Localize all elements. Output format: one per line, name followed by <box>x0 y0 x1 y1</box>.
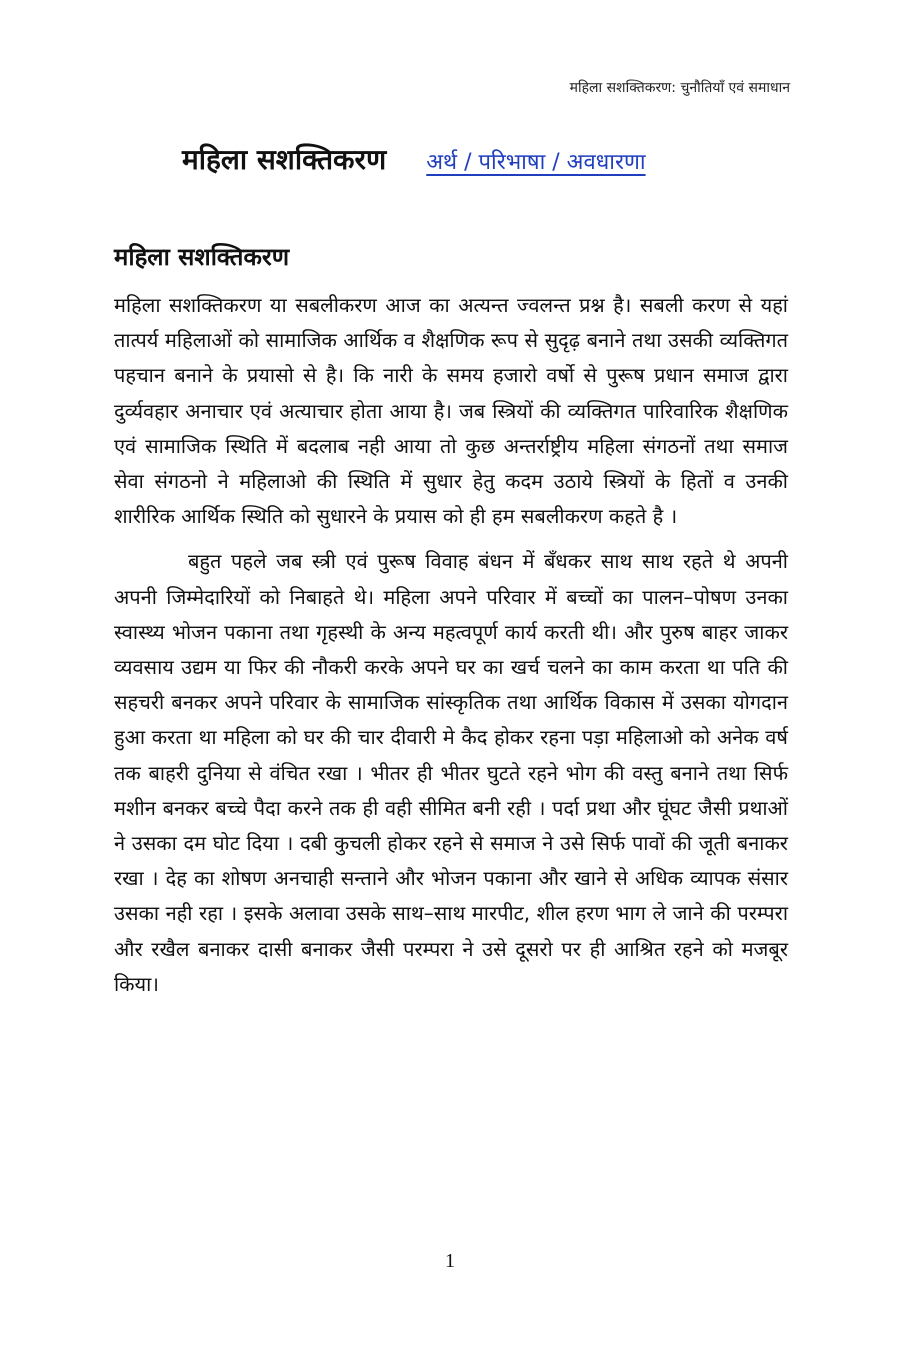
running-header: महिला सशक्तिकरण: चुनौतियाँ एवं समाधान <box>569 80 790 96</box>
page-title: महिला सशक्तिकरण <box>182 143 387 176</box>
body-text <box>114 288 788 1002</box>
paragraph-2: बहुत पहले जब स्त्री एवं पुरूष विवाह बंधन में बँधकर साथ साथ रहते थे अपनी अपनी जिम्मेदारियों को निबाहते थे। महिला अपने परिवार में बच्चों का पालन–पोषण उनका स्वास्थ्य भोजन पकाना तथा गृहस्थी के अन्य महत्वपूर्ण कार्य करती थी। और पुरुष बाहर जाकर व्यवसाय उद्यम या फिर की नौकरी करके अपने घर का खर्च चलने का काम करता था पति की सहचरी बनकर अपने परिवार के सामाजिक सांस्कृतिक तथा आर्थिक विकास में उसका योगदान हुआ करता था महिला को घर की चार दीवारी मे कैद होकर रहना पड़ा महिलाओ को अनेक वर्ष तक बाहरी दुनिया से वंचित रखा । भीतर ही भीतर घुटते रहने भोग की वस्तु बनाने तथा सिर्फ मशीन बनकर बच्चे पैदा करने तक ही वही सीमित बनी रही । पर्दा प्रथा और घूंघट जैसी प्रथाओं ने उसका दम घोट दिया । दबी कुचली होकर रहने से समाज ने उसे सिर्फ पावों की जूती बनाकर रखा । देह का शोषण अनचाही सन्ताने और भोजन पकाना और खाने से अधिक व्यापक संसार उसका नही रहा । इसके अलावा उसके साथ–साथ मारपीट, शील हरण भाग ले जाने की परम्परा और रखैल बनाकर दासी बनाकर जैसी परम्परा ने उसे दूसरो पर ही आश्रित रहने को मजबूर किया। <box>114 549 788 996</box>
page-number: 1 <box>445 1250 455 1272</box>
section-heading: महिला सशक्तिकरण <box>114 243 290 271</box>
paragraph-1: महिला सशक्तिकरण या सबलीकरण आज का अत्यन्त ज्वलन्त प्रश्न है। सबली करण से यहां तात्पर्य महिलाओं को सामाजिक आर्थिक व शैक्षणिक रूप से सुदृढ़ बनाने तथा उसकी व्यक्तिगत पहचान बनाने के प्रयासो से है। कि नारी के समय हजारो वर्षो से पुरूष प्रधान समाज द्वारा दुर्व्यवहार अनाचार एवं अत्याचार होता आया है। जब स्त्रियों की व्यक्तिगत पारिवारिक शैक्षणिक एवं सामाजिक स्थिति में बदलाब नही आया तो कुछ अन्तर्राष्ट्रीय महिला संगठनों तथा समाज सेवा संगठनो ने महिलाओ की स्थिति में सुधार हेतु कदम उठाये स्त्रियों के हितों व उनकी शारीरिक आर्थिक स्थिति को सुधारने के प्रयास को ही हम सबलीकरण कहते है । <box>114 293 788 529</box>
subtitle-link[interactable]: अर्थ / परिभाषा / अवधारणा <box>426 150 646 175</box>
title-row <box>182 140 802 178</box>
